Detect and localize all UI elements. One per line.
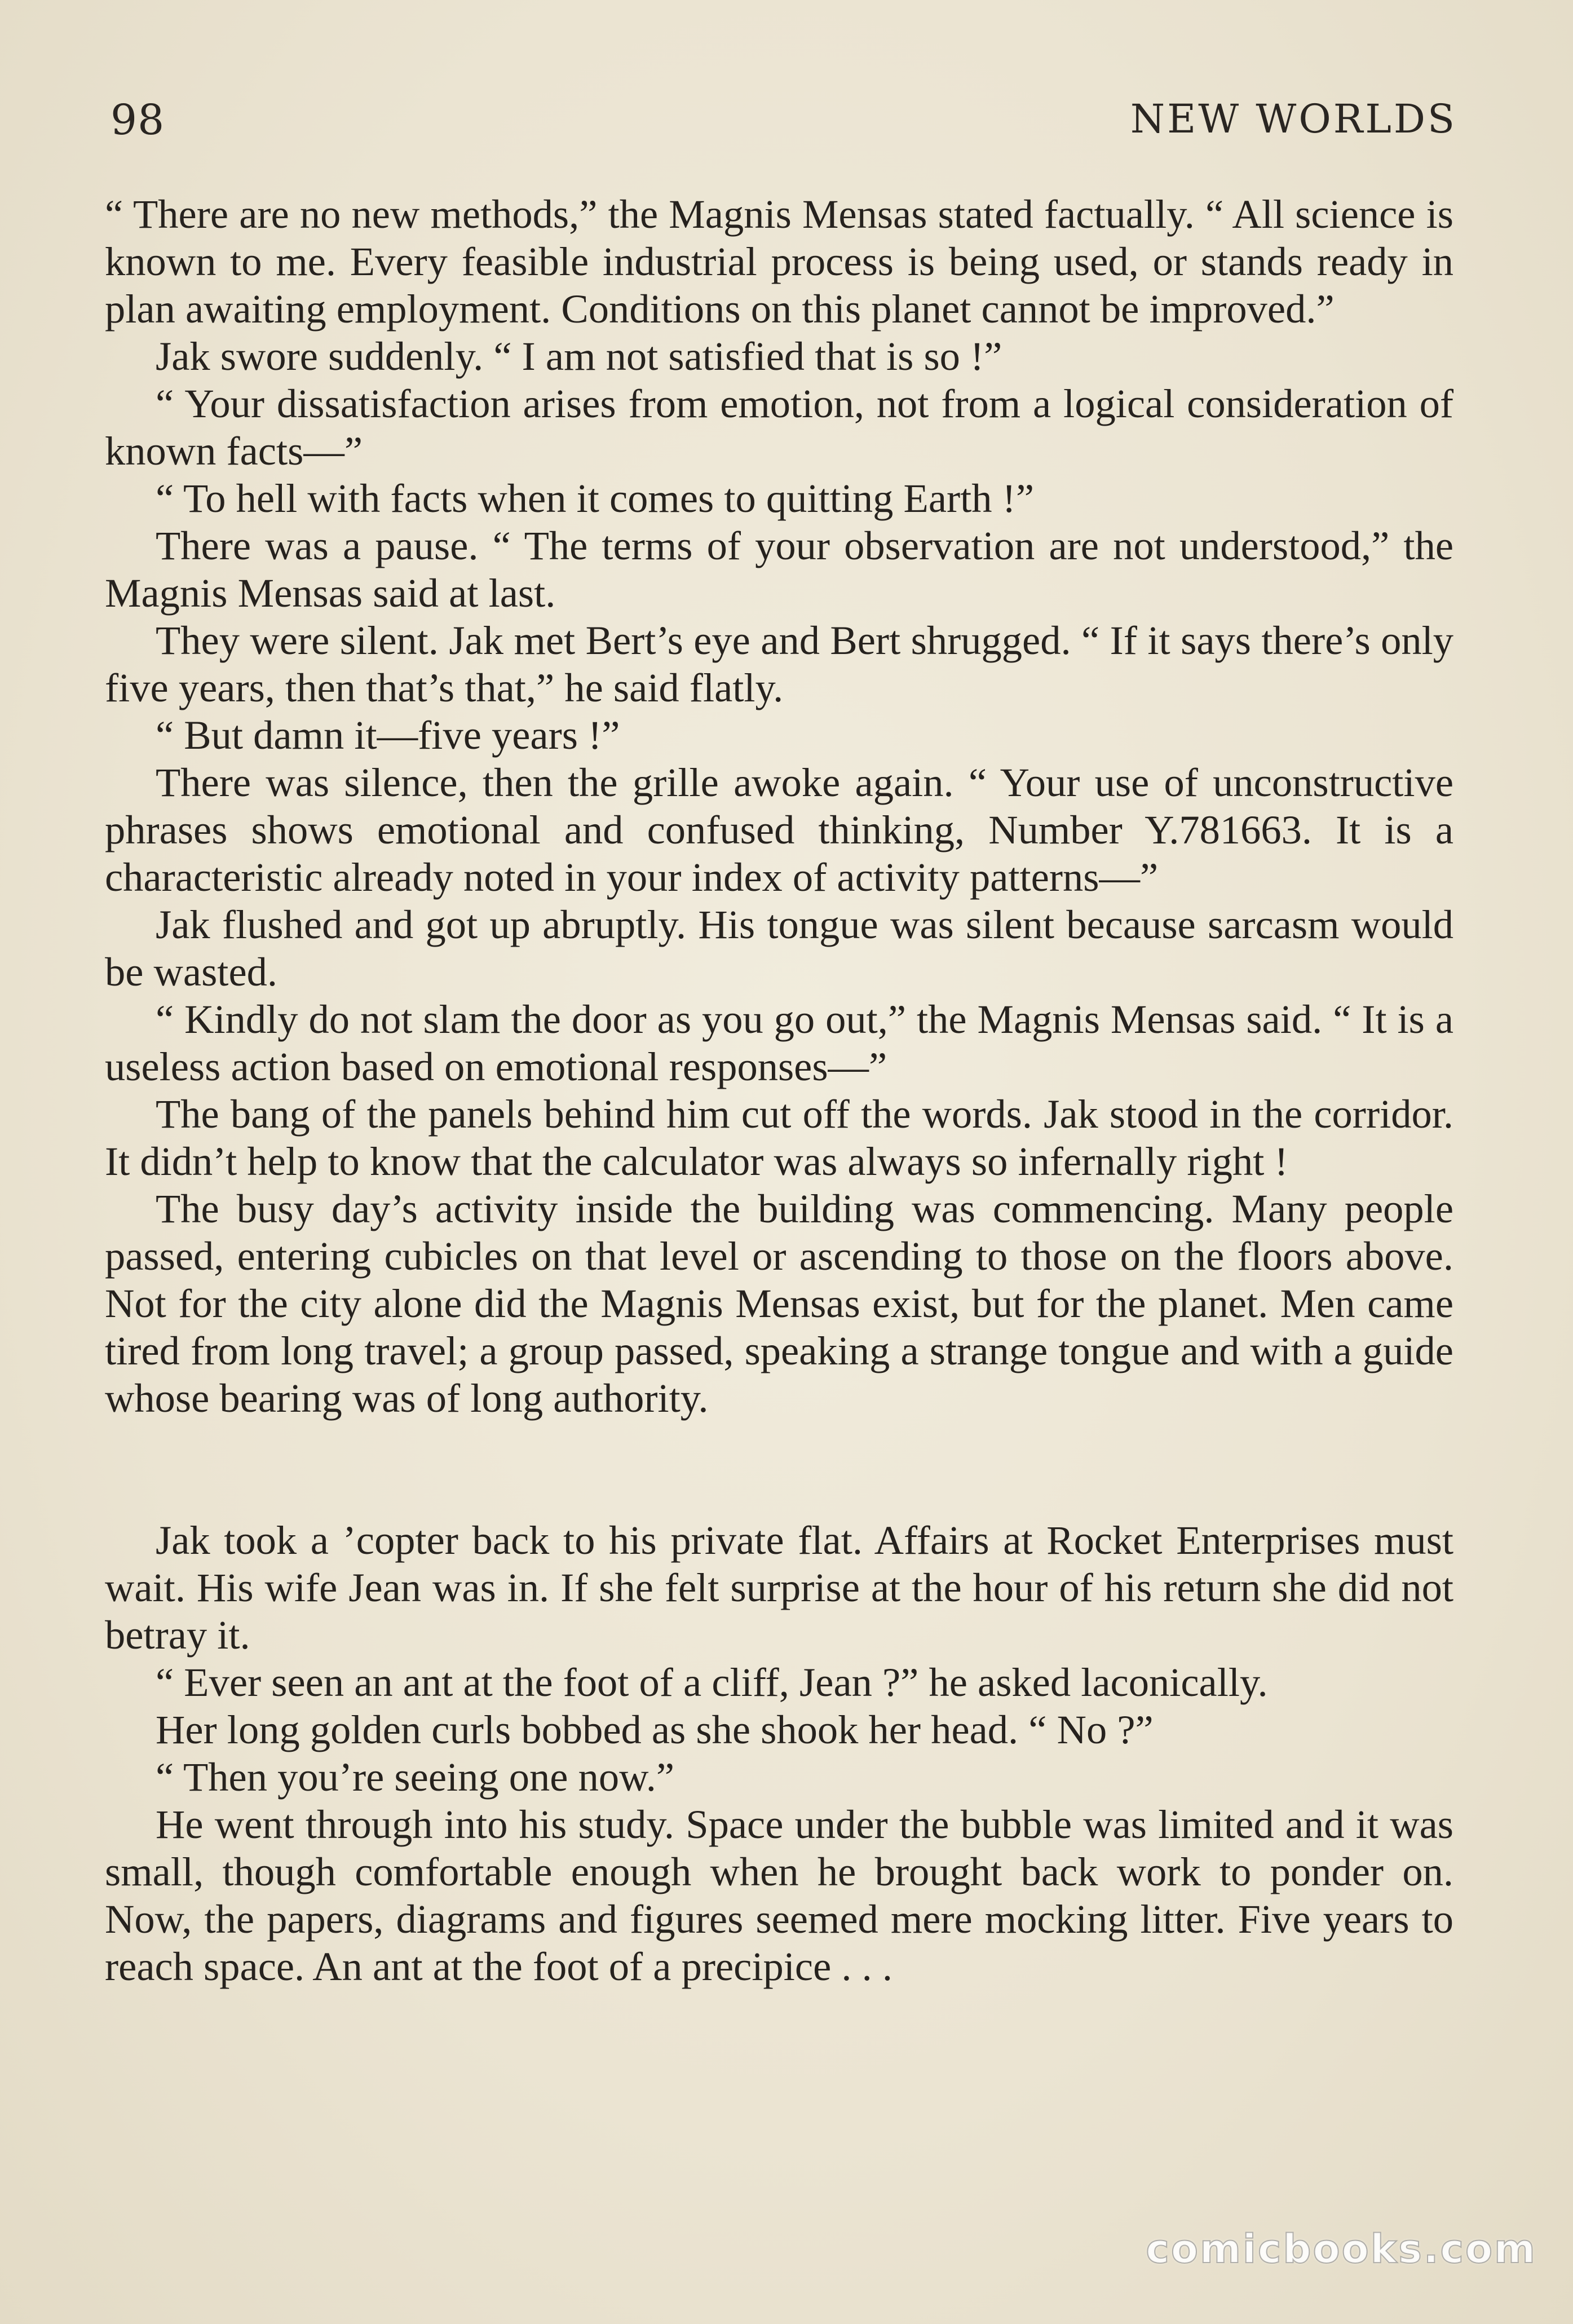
paragraph: There was silence, then the grille awoke again. “ Your use of unconstructive phrases shows emotional and confused thinking, Number Y.781663. It is a characteristic already noted in your index of activity patterns—” xyxy=(105,759,1453,900)
running-title: NEW WORLDS xyxy=(1130,96,1457,142)
paragraph: Her long golden curls bobbed as she shook her head. “ No ?” xyxy=(156,1707,1154,1752)
page-number: 98 xyxy=(111,96,165,144)
paragraph: “ But damn it—five years !” xyxy=(156,712,620,758)
paragraph: “ Your dissatisfaction arises from emotion, not from a logical consideration of known facts—” xyxy=(105,381,1453,474)
paragraph: The busy day’s activity inside the building was commencing. Many people passed, entering cubicles on that level or ascending to those on the floors above. Not for the city alone did the Magnis Mensas exist, but for the planet. Men came tired from long travel; a group passed, speaking a strange tongue and with a guide whose bearing was of long authority. xyxy=(105,1186,1453,1421)
paragraph: He went through into his study. Space under the bubble was limited and it was small, though comfortable enough when he brought back work to ponder on. Now, the papers, diagrams and figures seemed mere mocking litter. Five years to reach space. An ant at the foot of a precipice . . . xyxy=(105,1801,1453,1989)
paragraph: “ Kindly do not slam the door as you go out,” the Magnis Mensas said. “ It is a useless action based on emotional responses—” xyxy=(105,996,1453,1089)
paragraph: “ Ever seen an ant at the foot of a cliff, Jean ?” he asked laconically. xyxy=(156,1659,1268,1705)
watermark-logo: comicbooks.com xyxy=(1146,2226,1537,2272)
paragraph: They were silent. Jak met Bert’s eye and Bert shrugged. “ If it says there’s only five years, then that’s that,” he said flatly. xyxy=(105,617,1453,710)
body-text xyxy=(105,191,1453,1990)
paragraph: Jak took a ’copter back to his private flat. Affairs at Rocket Enterprises must wait. His wife Jean was in. If she felt surprise at the hour of his return she did not betray it. xyxy=(105,1517,1453,1658)
paragraph: There was a pause. “ The terms of your observation are not understood,” the Magnis Mensas said at last. xyxy=(105,523,1453,616)
paragraph: “ Then you’re seeing one now.” xyxy=(156,1754,675,1800)
paragraph: Jak swore suddenly. “ I am not satisfied that is so !” xyxy=(156,333,1002,379)
paragraph: The bang of the panels behind him cut off the words. Jak stood in the corridor. It didn’t help to know that the calculator was always so infernally right ! xyxy=(105,1091,1453,1184)
running-head xyxy=(111,96,1457,158)
section-break xyxy=(105,1422,1453,1517)
paragraph: “ There are no new methods,” the Magnis Mensas stated factually. “ All science is known to me. Every feasible industrial process is being used, or stands ready in plan awaiting employment. Conditions on this planet cannot be improved.” xyxy=(105,191,1453,332)
paragraph: Jak flushed and got up abruptly. His tongue was silent because sarcasm would be wasted. xyxy=(105,902,1453,995)
paragraph: “ To hell with facts when it comes to quitting Earth !” xyxy=(156,475,1035,521)
